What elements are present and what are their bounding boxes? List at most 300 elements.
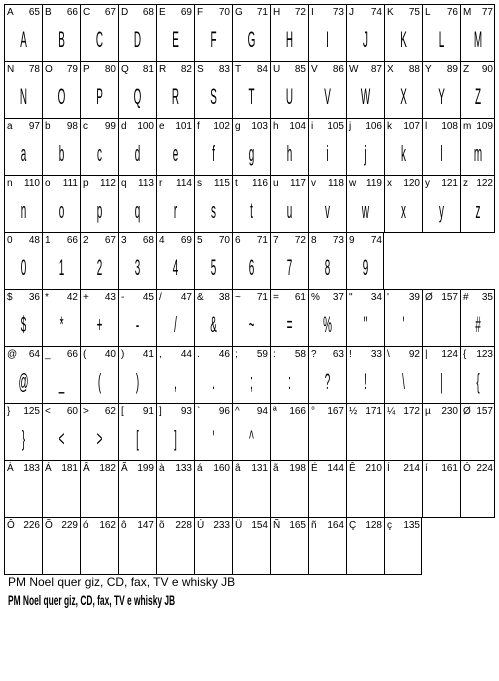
char-label: Õ bbox=[45, 520, 53, 531]
char-label: Ã bbox=[121, 463, 128, 474]
char-glyph: R bbox=[171, 84, 180, 109]
char-code: 160 bbox=[213, 463, 230, 474]
char-cell bbox=[346, 517, 384, 574]
char-glyph: @ bbox=[18, 369, 29, 394]
char-label: ° bbox=[311, 406, 315, 417]
char-label: í bbox=[425, 463, 428, 474]
char-row bbox=[4, 460, 495, 517]
char-cell bbox=[156, 346, 194, 403]
grid-line bbox=[4, 517, 495, 518]
char-label: ñ bbox=[311, 520, 317, 531]
char-code: 46 bbox=[218, 349, 230, 360]
char-code: 72 bbox=[294, 7, 306, 18]
char-code: 44 bbox=[180, 349, 192, 360]
char-cell bbox=[80, 4, 118, 61]
char-code: 35 bbox=[481, 292, 493, 303]
char-glyph: e bbox=[172, 141, 179, 166]
grid-line bbox=[4, 118, 495, 119]
char-cell bbox=[308, 346, 346, 403]
char-glyph: ; bbox=[250, 369, 253, 394]
char-label: Ó bbox=[463, 463, 471, 474]
char-glyph: g bbox=[248, 141, 255, 166]
char-cell bbox=[460, 61, 495, 118]
char-code: 183 bbox=[23, 463, 40, 474]
char-cell bbox=[156, 61, 194, 118]
char-code: 38 bbox=[218, 292, 230, 303]
char-cell bbox=[460, 118, 495, 175]
char-code: 233 bbox=[213, 520, 230, 531]
char-code: 119 bbox=[366, 178, 382, 189]
char-code: 76 bbox=[446, 7, 458, 18]
char-code: 133 bbox=[175, 463, 192, 474]
char-cell bbox=[194, 460, 232, 517]
char-label: D bbox=[121, 7, 129, 18]
char-glyph: A bbox=[20, 27, 27, 52]
char-label: Ê bbox=[349, 463, 356, 474]
char-glyph: / bbox=[174, 312, 177, 337]
char-label: M bbox=[463, 7, 472, 18]
char-label: s bbox=[197, 178, 202, 189]
char-code: 107 bbox=[403, 121, 420, 132]
char-code: 60 bbox=[66, 406, 78, 417]
char-cell bbox=[232, 232, 270, 289]
char-label: e bbox=[159, 121, 165, 132]
char-cell bbox=[308, 517, 346, 574]
char-code: 40 bbox=[104, 349, 116, 360]
grid-line bbox=[4, 232, 495, 233]
char-code: 33 bbox=[370, 349, 382, 360]
char-code: 147 bbox=[137, 520, 154, 531]
char-glyph: k bbox=[401, 141, 406, 166]
char-label: u bbox=[273, 178, 279, 189]
char-code: 67 bbox=[104, 235, 116, 246]
char-code: 161 bbox=[441, 463, 458, 474]
char-code: 88 bbox=[408, 64, 420, 75]
char-cell bbox=[270, 175, 308, 232]
char-label: l bbox=[425, 121, 428, 132]
char-code: 77 bbox=[481, 7, 493, 18]
grid-line bbox=[494, 175, 495, 233]
char-cell bbox=[308, 4, 346, 61]
char-label: : bbox=[273, 349, 276, 360]
char-label: $ bbox=[7, 292, 13, 303]
char-code: 98 bbox=[66, 121, 78, 132]
char-code: 101 bbox=[175, 121, 192, 132]
char-label: ª bbox=[273, 406, 277, 417]
char-label: a bbox=[7, 121, 13, 132]
char-cell bbox=[42, 232, 80, 289]
char-cell bbox=[80, 289, 118, 346]
char-label: ] bbox=[159, 406, 162, 417]
char-glyph: G bbox=[247, 27, 256, 52]
char-row bbox=[4, 4, 495, 61]
char-glyph: z bbox=[475, 198, 481, 223]
char-glyph: m bbox=[473, 141, 483, 166]
char-code: 157 bbox=[441, 292, 458, 303]
char-cell bbox=[156, 460, 194, 517]
char-code: 91 bbox=[142, 406, 154, 417]
char-cell bbox=[118, 289, 156, 346]
char-cell bbox=[460, 403, 495, 460]
char-cell bbox=[232, 175, 270, 232]
grid-line bbox=[4, 289, 384, 290]
char-cell bbox=[270, 460, 308, 517]
char-label: H bbox=[273, 7, 281, 18]
char-cell bbox=[80, 460, 118, 517]
char-code: 80 bbox=[104, 64, 116, 75]
char-label: n bbox=[7, 178, 13, 189]
char-label: 3 bbox=[121, 235, 127, 246]
char-cell bbox=[118, 4, 156, 61]
char-cell bbox=[118, 61, 156, 118]
char-label: õ bbox=[159, 520, 165, 531]
char-code: 162 bbox=[99, 520, 116, 531]
char-label: V bbox=[311, 64, 318, 75]
char-label: I bbox=[311, 7, 314, 18]
char-glyph: L bbox=[438, 27, 445, 52]
char-label: T bbox=[235, 64, 242, 75]
char-label: { bbox=[463, 349, 467, 360]
char-code: 115 bbox=[214, 178, 230, 189]
char-code: 66 bbox=[66, 349, 78, 360]
char-cell bbox=[232, 346, 270, 403]
char-code: 111 bbox=[62, 178, 78, 189]
char-label: 5 bbox=[197, 235, 203, 246]
char-cell bbox=[4, 61, 42, 118]
char-cell bbox=[346, 403, 384, 460]
char-cell bbox=[346, 175, 384, 232]
char-label: É bbox=[311, 463, 318, 474]
char-label: * bbox=[45, 292, 49, 303]
char-row bbox=[4, 175, 495, 232]
char-label: 9 bbox=[349, 235, 355, 246]
char-glyph: ) bbox=[135, 369, 140, 394]
char-glyph: # bbox=[475, 312, 481, 337]
char-code: 109 bbox=[476, 121, 493, 132]
char-cell bbox=[270, 61, 308, 118]
char-cell bbox=[194, 517, 232, 574]
grid-line bbox=[4, 346, 495, 347]
char-code: 70 bbox=[218, 235, 230, 246]
char-glyph: d bbox=[134, 141, 141, 166]
char-glyph: w bbox=[361, 198, 370, 223]
char-cell bbox=[270, 118, 308, 175]
sample-text-font: PM Noel quer giz, CD, fax, TV e whisky JB bbox=[8, 592, 176, 608]
char-cell bbox=[270, 289, 308, 346]
char-row bbox=[4, 232, 495, 289]
char-cell bbox=[308, 460, 346, 517]
char-glyph: ~ bbox=[248, 312, 255, 337]
char-code: 99 bbox=[104, 121, 116, 132]
char-code: 90 bbox=[481, 64, 493, 75]
char-label: á bbox=[197, 463, 203, 474]
char-label: h bbox=[273, 121, 279, 132]
char-cell bbox=[422, 403, 460, 460]
char-cell bbox=[4, 289, 42, 346]
char-cell bbox=[308, 175, 346, 232]
char-glyph: I bbox=[326, 27, 329, 52]
char-glyph: [ bbox=[136, 426, 139, 451]
char-code: 45 bbox=[142, 292, 154, 303]
char-cell bbox=[80, 118, 118, 175]
char-code: 114 bbox=[176, 178, 192, 189]
char-cell bbox=[232, 118, 270, 175]
char-label: ó bbox=[83, 520, 89, 531]
char-glyph: p bbox=[96, 198, 103, 223]
char-code: 157 bbox=[476, 406, 493, 417]
char-label: k bbox=[387, 121, 392, 132]
char-glyph: f bbox=[212, 141, 215, 166]
char-code: 59 bbox=[256, 349, 268, 360]
grid-line bbox=[421, 517, 422, 575]
char-code: 97 bbox=[28, 121, 40, 132]
char-glyph: U bbox=[285, 84, 294, 109]
char-label: Ø bbox=[425, 292, 433, 303]
char-cell bbox=[42, 460, 80, 517]
char-code: 71 bbox=[256, 7, 268, 18]
char-label: w bbox=[349, 178, 357, 189]
char-glyph: " bbox=[363, 312, 368, 337]
char-label: / bbox=[159, 292, 162, 303]
char-code: 108 bbox=[441, 121, 458, 132]
char-glyph: h bbox=[286, 141, 293, 166]
char-label: F bbox=[197, 7, 204, 18]
char-glyph: M bbox=[473, 27, 483, 52]
char-glyph: ^ bbox=[249, 426, 254, 451]
char-code: 42 bbox=[66, 292, 78, 303]
char-code: 39 bbox=[408, 292, 420, 303]
char-label: Z bbox=[463, 64, 470, 75]
grid-line bbox=[494, 61, 495, 119]
char-code: 121 bbox=[441, 178, 458, 189]
char-label: ¼ bbox=[387, 406, 396, 417]
char-cell bbox=[194, 118, 232, 175]
char-label: y bbox=[425, 178, 430, 189]
char-label: ) bbox=[121, 349, 125, 360]
char-cell bbox=[270, 346, 308, 403]
char-code: 71 bbox=[256, 235, 268, 246]
char-label: @ bbox=[7, 349, 18, 360]
char-glyph: F bbox=[210, 27, 217, 52]
char-label: < bbox=[45, 406, 51, 417]
char-label: W bbox=[349, 64, 359, 75]
char-label: ( bbox=[83, 349, 87, 360]
char-label: # bbox=[463, 292, 469, 303]
char-label: ç bbox=[387, 520, 392, 531]
char-cell bbox=[232, 460, 270, 517]
char-label: 8 bbox=[311, 235, 317, 246]
char-label: & bbox=[197, 292, 204, 303]
char-code: 68 bbox=[142, 235, 154, 246]
char-glyph: . bbox=[212, 369, 215, 394]
char-cell bbox=[156, 403, 194, 460]
char-label: à bbox=[159, 463, 165, 474]
char-code: 86 bbox=[332, 64, 344, 75]
char-glyph: = bbox=[286, 312, 293, 337]
char-cell bbox=[156, 517, 194, 574]
char-label: Â bbox=[83, 463, 90, 474]
char-glyph: X bbox=[400, 84, 407, 109]
char-label: x bbox=[387, 178, 392, 189]
char-glyph: { bbox=[476, 369, 480, 394]
char-label: ? bbox=[311, 349, 317, 360]
char-code: 226 bbox=[23, 520, 40, 531]
char-cell bbox=[42, 346, 80, 403]
char-cell bbox=[346, 4, 384, 61]
char-label: q bbox=[121, 178, 127, 189]
char-code: 131 bbox=[251, 463, 268, 474]
char-glyph: & bbox=[210, 312, 217, 337]
char-cell bbox=[156, 118, 194, 175]
char-cell bbox=[156, 175, 194, 232]
char-cell bbox=[4, 175, 42, 232]
grid-line bbox=[4, 403, 495, 404]
char-label: K bbox=[387, 7, 394, 18]
char-glyph: V bbox=[324, 84, 331, 109]
char-label: ' bbox=[387, 292, 389, 303]
char-row bbox=[4, 346, 495, 403]
char-label: v bbox=[311, 178, 316, 189]
char-glyph: O bbox=[57, 84, 66, 109]
char-glyph: + bbox=[96, 312, 103, 337]
char-label: ã bbox=[273, 463, 279, 474]
char-glyph: J bbox=[363, 27, 368, 52]
char-code: 135 bbox=[403, 520, 420, 531]
char-code: 165 bbox=[289, 520, 306, 531]
char-code: 198 bbox=[289, 463, 306, 474]
char-cell bbox=[232, 61, 270, 118]
char-glyph: B bbox=[58, 27, 65, 52]
char-glyph: C bbox=[95, 27, 104, 52]
char-cell bbox=[346, 346, 384, 403]
char-label: À bbox=[7, 463, 14, 474]
char-cell bbox=[384, 118, 422, 175]
char-code: 92 bbox=[408, 349, 420, 360]
char-code: 72 bbox=[294, 235, 306, 246]
char-label: N bbox=[7, 64, 15, 75]
char-cell bbox=[308, 118, 346, 175]
char-code: 73 bbox=[332, 7, 344, 18]
char-cell bbox=[194, 232, 232, 289]
char-cell bbox=[308, 289, 346, 346]
char-label: L bbox=[425, 7, 431, 18]
char-cell bbox=[232, 4, 270, 61]
char-cell bbox=[270, 403, 308, 460]
char-label: z bbox=[463, 178, 468, 189]
grid-line bbox=[4, 460, 495, 461]
char-row bbox=[4, 289, 495, 346]
char-label: ! bbox=[349, 349, 352, 360]
char-cell bbox=[422, 175, 460, 232]
char-cell bbox=[194, 346, 232, 403]
char-code: 63 bbox=[332, 349, 344, 360]
char-cell bbox=[460, 289, 495, 346]
char-label: Ñ bbox=[273, 520, 281, 531]
char-code: 82 bbox=[180, 64, 192, 75]
char-cell bbox=[156, 4, 194, 61]
char-glyph: ! bbox=[364, 369, 367, 394]
char-label: j bbox=[349, 121, 352, 132]
char-label: Ô bbox=[7, 520, 15, 531]
char-cell bbox=[80, 232, 118, 289]
char-cell bbox=[270, 517, 308, 574]
char-glyph: , bbox=[174, 369, 177, 394]
char-code: 228 bbox=[175, 520, 192, 531]
char-code: 47 bbox=[180, 292, 192, 303]
grid-line bbox=[494, 4, 495, 62]
char-cell bbox=[118, 460, 156, 517]
char-cell bbox=[460, 346, 495, 403]
char-glyph: 8 bbox=[324, 255, 331, 280]
char-cell bbox=[346, 118, 384, 175]
char-label: X bbox=[387, 64, 394, 75]
char-glyph: S bbox=[210, 84, 217, 109]
char-glyph: ' bbox=[212, 426, 215, 451]
char-code: 102 bbox=[213, 121, 230, 132]
char-cell bbox=[346, 61, 384, 118]
char-cell bbox=[194, 289, 232, 346]
char-code: 224 bbox=[476, 463, 493, 474]
char-code: 123 bbox=[476, 349, 493, 360]
char-cell bbox=[232, 289, 270, 346]
char-label: , bbox=[159, 349, 162, 360]
char-code: 112 bbox=[100, 178, 116, 189]
char-code: 84 bbox=[256, 64, 268, 75]
char-cell bbox=[194, 61, 232, 118]
char-code: 229 bbox=[61, 520, 78, 531]
char-code: 94 bbox=[256, 406, 268, 417]
char-cell bbox=[308, 403, 346, 460]
grid-line bbox=[4, 61, 495, 62]
char-code: 37 bbox=[332, 292, 344, 303]
char-code: 36 bbox=[28, 292, 40, 303]
char-cell bbox=[422, 118, 460, 175]
char-label: R bbox=[159, 64, 167, 75]
char-cell bbox=[460, 4, 495, 61]
char-code: 69 bbox=[180, 7, 192, 18]
char-label: c bbox=[83, 121, 88, 132]
char-cell bbox=[118, 517, 156, 574]
char-code: 124 bbox=[441, 349, 458, 360]
char-code: 100 bbox=[137, 121, 154, 132]
char-label: _ bbox=[45, 349, 51, 360]
char-label: > bbox=[83, 406, 89, 417]
grid-line bbox=[494, 289, 495, 347]
char-cell bbox=[346, 232, 384, 289]
char-code: 89 bbox=[446, 64, 458, 75]
char-glyph: E bbox=[172, 27, 179, 52]
char-cell bbox=[270, 232, 308, 289]
char-code: 78 bbox=[28, 64, 40, 75]
char-code: 117 bbox=[290, 178, 306, 189]
char-cell bbox=[42, 118, 80, 175]
char-cell bbox=[4, 460, 42, 517]
char-label: C bbox=[83, 7, 91, 18]
char-glyph: t bbox=[250, 198, 253, 223]
char-code: 61 bbox=[294, 292, 306, 303]
char-label: J bbox=[349, 7, 354, 18]
char-label: Á bbox=[45, 463, 52, 474]
char-code: 41 bbox=[142, 349, 154, 360]
char-code: 164 bbox=[327, 520, 344, 531]
char-code: 48 bbox=[28, 235, 40, 246]
char-cell bbox=[118, 232, 156, 289]
char-label: \ bbox=[387, 349, 390, 360]
char-glyph: 3 bbox=[134, 255, 141, 280]
char-cell bbox=[118, 346, 156, 403]
char-cell bbox=[232, 517, 270, 574]
char-label: P bbox=[83, 64, 90, 75]
